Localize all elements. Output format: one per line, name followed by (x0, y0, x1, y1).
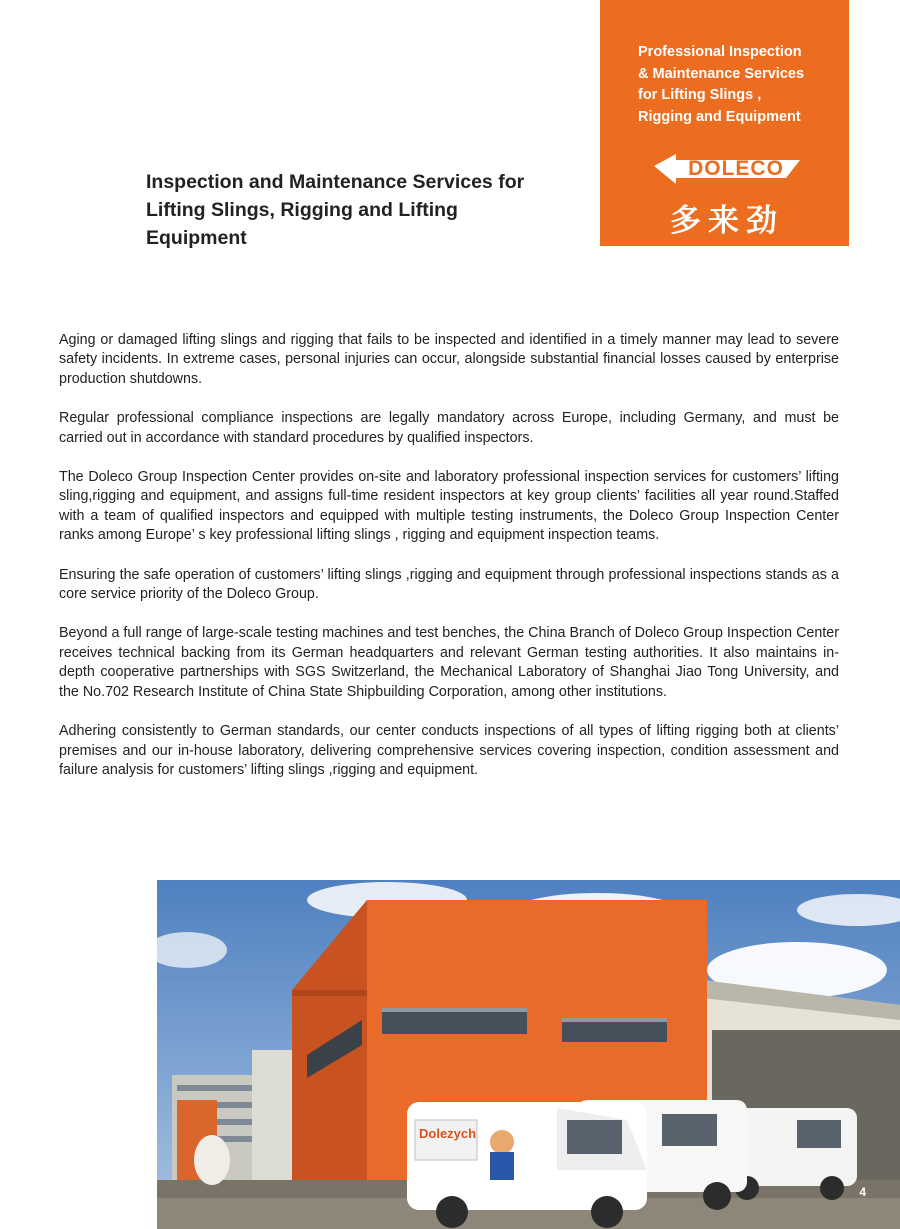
van-front (407, 1102, 647, 1228)
paragraph: Regular professional compliance inspections are legally mandatory across Europe, including Germany, and must be carried out in accordance with standard procedures by qualified inspectors. (59, 410, 839, 446)
building-photo-illustration (157, 880, 900, 1229)
paragraph: The Doleco Group Inspection Center provides on-site and laboratory professional inspection services for customers’ lifting sling,rigging and equipment, and assigns full-time resident inspectors at key group clients’ facilities all year round.Staffed with a team of qualified inspectors and equipped with multiple testing instruments, the Doleco Group Inspection Center ranks among Europe’ s key professional lifting slings , rigging and equipment inspection teams. (59, 469, 839, 544)
body-text (59, 331, 839, 800)
page-title: Inspection and Maintenance Services for Lifting Slings, Rigging and Lifting Equipment (146, 171, 525, 249)
brand-box-title: Professional Inspection & Maintenance Services for Lifting Slings , Rigging and Equipment (638, 44, 805, 125)
logo-wordmark: DOLECO (688, 157, 784, 180)
logo-chinese-text: 多来劲 (670, 203, 784, 239)
paragraph: Beyond a full range of large-scale testing machines and test benches, the China Branch of Doleco Group Inspection Center receives technical backing from its German headquarters and relevant German testing authorities. It also maintains in-depth cooperative partnerships with SGS Switzerland, the Mechanical Laboratory of Shanghai Jiao Tong University, and the No.702 Research Institute of China State Shipbuilding Corporation, among other institutions. (59, 625, 839, 700)
paragraph: Adhering consistently to German standards, our center conducts inspections of all types of lifting rigging both at clients’ premises and our in-house laboratory, delivering comprehensive services covering inspection, condition assessment and failure analysis for customers’ lifting slings ,rigging and equipment. (59, 723, 839, 778)
paragraph: Aging or damaged lifting slings and rigging that fails to be inspected and identified in a timely manner may lead to severe safety incidents. In extreme cases, personal injuries can occur, alongside substantial financial losses caused by enterprise production shutdowns. (59, 332, 839, 387)
paragraph: Ensuring the safe operation of customers’ lifting slings ,rigging and equipment through professional inspections stands as a core service priority of the Doleco Group. (59, 566, 839, 603)
header-brand-box (600, 0, 849, 246)
doleco-logo (650, 144, 805, 189)
van-logo-text: Dolezych (419, 1126, 477, 1141)
building-photo (157, 880, 900, 1229)
page-number: 4 (859, 1185, 866, 1199)
